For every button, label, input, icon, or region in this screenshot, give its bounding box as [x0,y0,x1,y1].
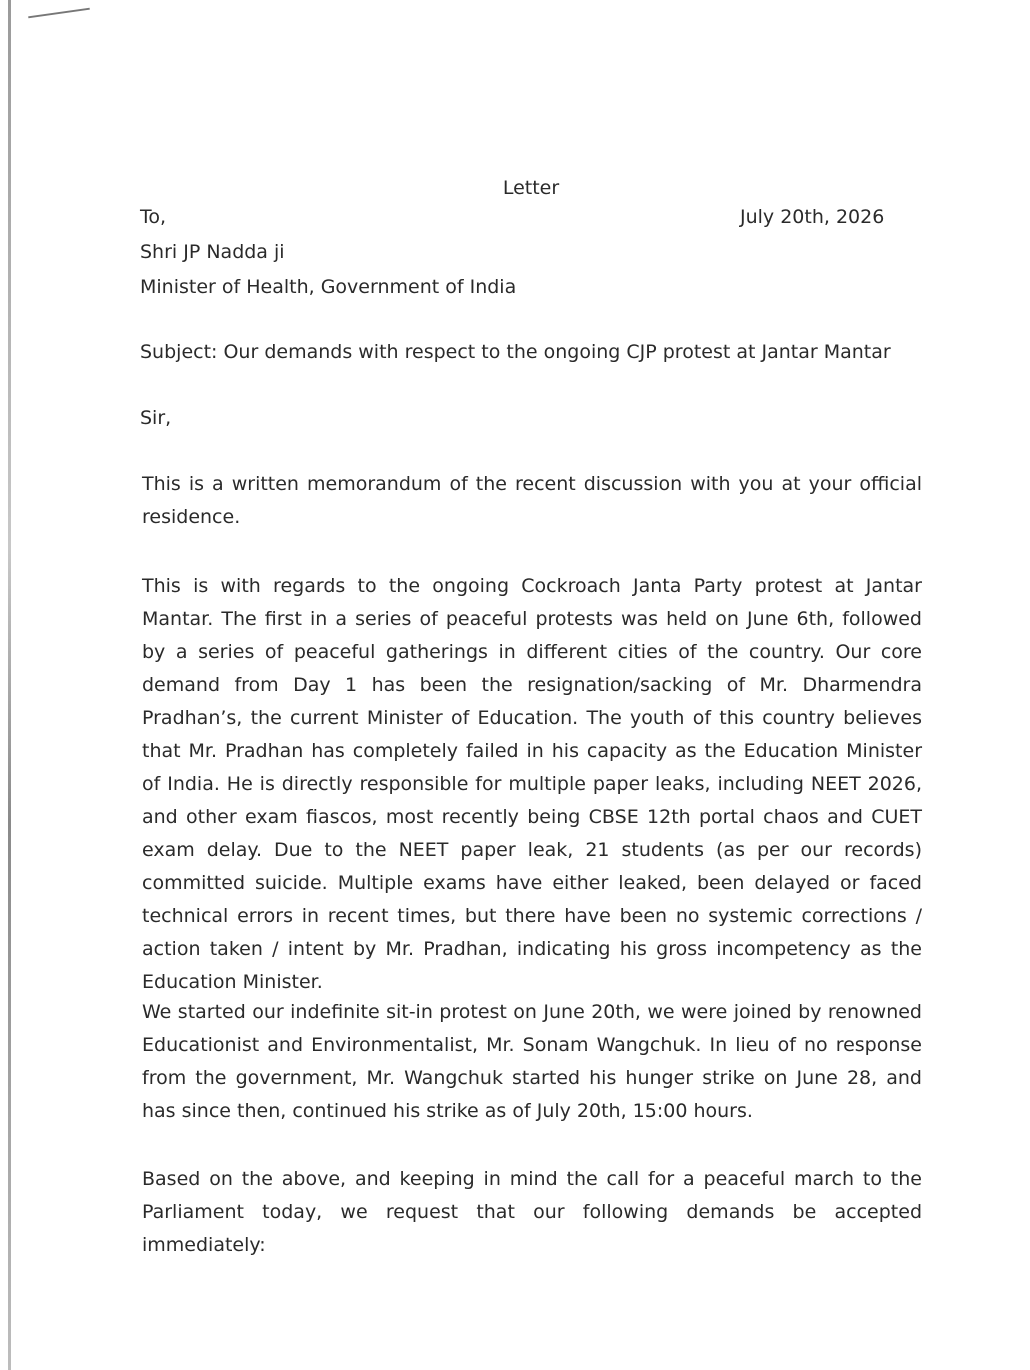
paragraph-sit-in-protest: We started our indefinite sit-in protest on June 20th, we were joined by renowned Educationist and Environmentalist, Mr. Sonam Wangchuk. In lieu of no response from the government, Mr. Wangchuk started his hunger strike on June 28, and has since then, continued his strike as of July 20th, 15:00 hours. [142,1001,922,1122]
salutation: Sir, [140,407,172,429]
paragraph-memorandum: This is a written memorandum of the recent discussion with you at your official residence. [142,473,922,528]
paragraph-protest-background: This is with regards to the ongoing Cockroach Janta Party protest at Jantar Mantar. The first in a series of peaceful protests was held on June 6th, followed by a series of peaceful gatherings in different cities of the country. Our core demand from Day 1 has been the resignation/sacking of Mr. Dharmendra Pradhan’s, the current Minister of Education. The youth of this country believes that Mr. Pradhan has completely failed in his capacity as the Education Minister of India. He is directly responsible for multiple paper leaks, including NEET 2026, and other exam fiascos, most recently being CBSE 12th portal chaos and CUET exam delay. Due to the NEET paper leak, 21 students (as per our records) committed suicide. Multiple exams have either leaked, been delayed or faced technical errors in recent times, but there have been no systemic corrections / action taken / intent by Mr. Pradhan, indicating his gross incompetency as the Education Minister. [142,575,922,993]
page-edge-line [8,0,11,1370]
letter-date: July 20th, 2026 [740,206,885,228]
paragraph-demands-intro: Based on the above, and keeping in mind the call for a peaceful march to the Parliament today, we request that our following demands be accepted immediately: [142,1168,922,1256]
letter-title: Letter [502,177,560,199]
recipient-title: Minister of Health, Government of India [140,276,517,298]
recipient-name: Shri JP Nadda ji [140,241,285,263]
to-label: To, [140,206,167,228]
subject-line: Subject: Our demands with respect to the ongoing CJP protest at Jantar Mantar [140,341,891,363]
pen-mark [28,8,90,19]
